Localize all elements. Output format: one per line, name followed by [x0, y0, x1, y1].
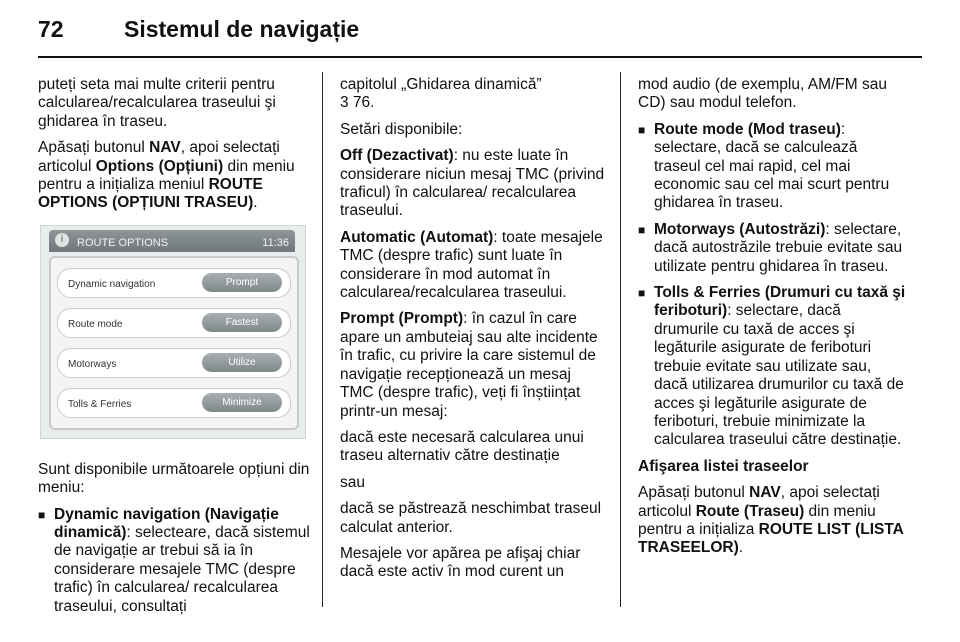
menu-name-ref: ROUTE OPTIONS (OPȚIUNI TRASEU)	[38, 176, 263, 212]
info-icon: i	[55, 233, 69, 247]
paragraph: Mesajele vor apărea pe afişaj chiar dacă este activ în mod curent un	[340, 544, 581, 581]
screen-title: ROUTE OPTIONS	[77, 236, 169, 249]
option-label: Tolls & Ferries	[68, 398, 132, 410]
column-1	[38, 76, 310, 624]
menu-item-ref: Route (Traseu)	[695, 502, 805, 520]
section-heading: Afişarea listei traseelor	[638, 457, 809, 475]
paragraph: Setări disponibile:	[340, 120, 463, 138]
bullet-mark: ■	[638, 222, 646, 237]
option-value: Utilize	[202, 353, 282, 372]
bullet-item: ■ Dynamic navigation (Navigație dinamică): selecteare, dacă sistemul de navigație ar trebui să ia în considerare mesajele TMC (despre trafic) în calcularea/ recalcularea traseului, consultați	[38, 505, 310, 615]
paragraph: Apăsați butonul NAV, apoi selectați articolul Options (Opțiuni) din meniu pentru a inițializa meniul ROUTE OPTIONS (OPȚIUNI TRASEU).	[38, 139, 295, 212]
bullet-mark: ■	[638, 122, 646, 137]
bullet-item: ■ Route mode (Mod traseu): selectare, dacă se calculează traseul cel mai rapid, cel mai economic sau cel mai scurt pentru ghidarea în traseu.	[638, 120, 890, 212]
paragraph: puteți seta mai multe criterii pentru calcularea/recalcularea traseului şi ghidarea în traseu.	[38, 76, 276, 130]
page-number: 72	[38, 16, 64, 42]
menu-name-ref: ROUTE LIST (LISTA TRASEELOR)	[638, 520, 904, 557]
option-value: Fastest	[202, 313, 282, 332]
option-row	[57, 308, 291, 338]
option-row	[57, 268, 291, 298]
option-label: Motorways	[68, 358, 117, 370]
page-title: Sistemul de navigație	[124, 16, 360, 42]
column-divider-2	[620, 72, 621, 607]
page-header	[38, 14, 922, 58]
bullet-item: ■ Motorways (Autostrăzi): selectare, dacă autostrăzile trebuie evitate sau utilizate pentru ghidarea în traseu.	[638, 220, 903, 275]
screen-body	[49, 256, 299, 430]
column-divider-1	[322, 72, 323, 607]
paragraph: mod audio (de exemplu, AM/FM sau CD) sau modul telefon.	[638, 76, 887, 112]
paragraph: Sunt disponibile următoarele opțiuni din meniu:	[38, 460, 310, 497]
option-row	[57, 388, 291, 418]
option-label: Dynamic navigation	[68, 278, 156, 290]
nav-button-ref: NAV	[749, 484, 781, 502]
bullet-mark: ■	[638, 286, 646, 301]
paragraph: capitolul „Ghidarea dinamică” 3 76.	[340, 76, 542, 112]
screen-titlebar	[49, 230, 295, 252]
option-row	[57, 348, 291, 378]
route-options-screenshot	[40, 225, 306, 439]
paragraph: Apăsați butonul NAV, apoi selectați articolul Route (Traseu) din meniu pentru a inițializa ROUTE LIST (LISTA TRASEELOR).	[638, 484, 904, 557]
screen-clock: 11:36	[262, 236, 289, 249]
option-value: Prompt	[202, 273, 282, 292]
column-2	[340, 76, 608, 590]
paragraph: sau	[340, 473, 365, 491]
page-reference: 3 76.	[340, 94, 375, 112]
paragraph: Off (Dezactivat): nu este luate în considerare niciun mesaj TMC (privind traficul) în calcularea/ recalcularea traseului.	[340, 147, 605, 220]
column-3	[638, 76, 908, 566]
nav-button-ref: NAV	[149, 139, 181, 157]
option-value: Minimize	[202, 393, 282, 412]
bullet-item: ■ Tolls & Ferries (Drumuri cu taxă şi feriboturi): selectare, dacă drumurile cu taxă de acces şi legăturile asigurate de feriboturi trebuie evitate sau utilizate sau, dacă utilizarea drumurilor cu taxă de acces şi legăturile asigurate de feriboturi, trebuie minimizate la calcularea traseului către destinație.	[638, 284, 906, 449]
paragraph: Prompt (Prompt): în cazul în care apare un ambuteiaj sau alte incidente în trafic, cu privire la care sistemul de navigație recepționează un mesaj TMC (despre trafic), veți fi înștiințat printr-un mesaj:	[340, 310, 598, 420]
paragraph: dacă este necesară calcularea unui traseu alternativ către destinație	[340, 428, 584, 465]
menu-item-ref: Options (Opțiuni)	[95, 157, 224, 175]
paragraph: dacă se păstrează neschimbat traseul calculat anterior.	[340, 500, 602, 536]
option-label: Route mode	[68, 318, 123, 330]
paragraph: Automatic (Automat): toate mesajele TMC (despre trafic) sunt luate în considerare în mod automat în calcularea/recalcularea traseului.	[340, 228, 603, 302]
bullet-mark: ■	[38, 507, 46, 522]
